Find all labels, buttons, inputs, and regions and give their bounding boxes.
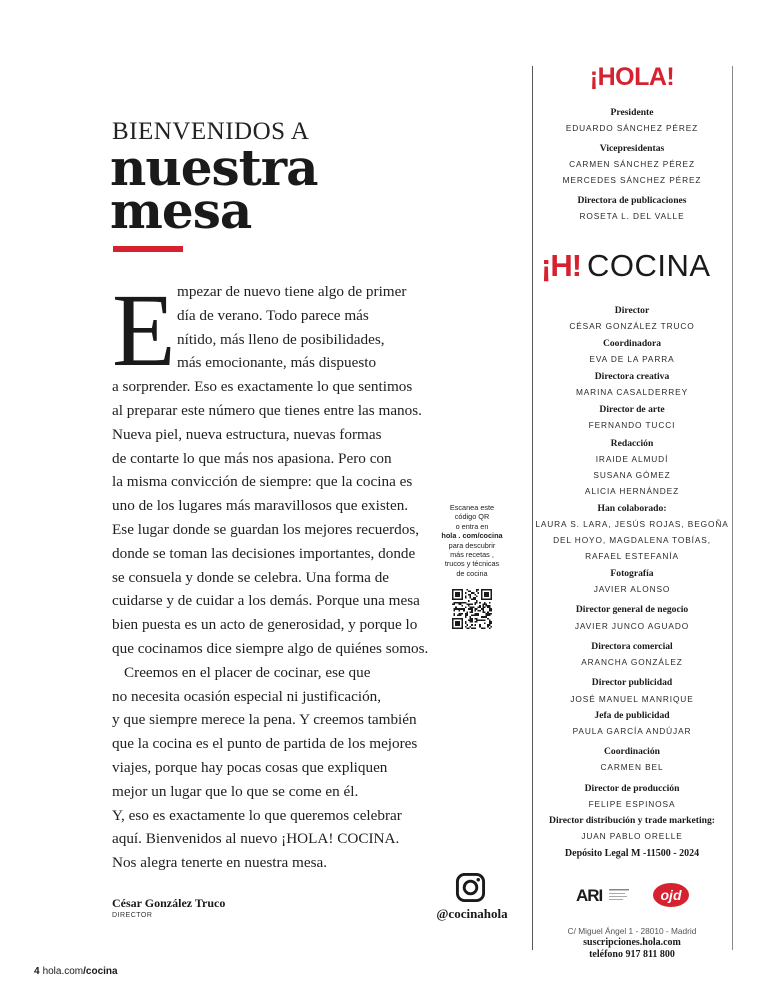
masthead-role: Directora de publicaciones [577, 195, 687, 206]
masthead-name: CARMEN BEL [600, 762, 664, 772]
hola-logo: ¡HOLA! [589, 63, 675, 91]
headline [110, 138, 318, 240]
body-text-line: la misma convicción de siempre: que la cocina es [112, 473, 413, 491]
masthead-name: FERNANDO TUCCI [588, 420, 676, 430]
body-text-line: donde se toman las decisiones importantes, donde [112, 544, 416, 562]
body-text-line: Creemos en el placer de cocinar, ese que [124, 663, 371, 681]
qr-text-line: más recetas , [450, 550, 494, 560]
folio-site[interactable]: hola.com [42, 966, 84, 977]
body-text-line: no necesita ocasión especial ni justificación, [112, 687, 382, 705]
qr-text-line: código QR [454, 512, 490, 522]
masthead-role: Director publicidad [591, 677, 673, 688]
masthead-name: MERCEDES SÁNCHEZ PÉREZ [562, 175, 702, 185]
masthead-name: CARMEN SÁNCHEZ PÉREZ [569, 159, 695, 169]
legal-deposit: Depósito Legal M -11500 - 2024 [564, 848, 700, 859]
qr-text-line: trucos y técnicas [444, 559, 500, 569]
masthead-name: LAURA S. LARA, JESÚS ROJAS, BEGOÑA [535, 519, 729, 529]
masthead-role: Director general de negocio [575, 604, 689, 615]
masthead-role: Redacción [610, 438, 654, 449]
body-text-line: Y, eso es exactamente lo que queremos celebrar [112, 806, 402, 824]
masthead-role: Jefa de publicidad [594, 710, 670, 721]
masthead-role: Director de producción [584, 783, 680, 794]
masthead-name: MARINA CASALDERREY [575, 387, 689, 397]
headline-line-2: mesa [110, 181, 252, 240]
body-text-line: cuidarse y de cuidar a los demás. Porque una mesa [112, 592, 420, 610]
body-text-line: viajes, porque hay pocas cosas que expliquen [112, 759, 388, 776]
masthead-role: Directora creativa [594, 371, 670, 382]
body-text-line: al preparar este número que tienes entre las manos. [112, 402, 422, 419]
hola-cocina-logo [541, 248, 731, 284]
ari-logo-text: ARI [576, 886, 603, 905]
body-text-line: y que siempre merece la pena. Y creemos también [112, 711, 417, 729]
body-text-line: mpezar de nuevo tiene algo de primer [177, 283, 407, 300]
masthead-name: ALICIA HERNÁNDEZ [584, 486, 680, 496]
masthead-name: JAVIER JUNCO AGUADO [574, 621, 690, 631]
qr-text-line: o entra en [455, 521, 489, 531]
masthead-name: RAFAEL ESTEFANÍA [585, 551, 679, 561]
body-text-line: que la cocina es el punto de partida de los mejores [112, 735, 418, 753]
red-rule-divider [113, 246, 183, 252]
masthead-name: DEL HOYO, MAGDALENA TOBÍAS, [553, 535, 711, 545]
masthead-role: Han colaborado: [597, 503, 667, 514]
masthead-name: FELIPE ESPINOSA [588, 799, 676, 809]
qr-text-line: para descubrir [448, 540, 496, 550]
subscriptions-link[interactable]: suscripciones.hola.com [583, 937, 681, 948]
body-text-line: Nueva piel, nueva estructura, nuevas formas [112, 425, 382, 443]
body-text-line: mejor un lugar que lo que se come en él. [112, 782, 359, 800]
masthead-name: ROSETA L. DEL VALLE [579, 211, 685, 221]
body-text-line: más emocionante, más dispuesto [177, 354, 377, 372]
masthead-role: Presidente [610, 107, 654, 118]
body-text-line: se consuela y donde se celebra. Una forma de [112, 568, 390, 586]
qr-code-icon[interactable] [452, 589, 492, 629]
folio-section[interactable]: /cocina [83, 966, 118, 977]
instagram-handle[interactable]: @cocinahola [436, 906, 508, 921]
signature-name: César González Truco [112, 896, 226, 910]
masthead-name: EDUARDO SÁNCHEZ PÉREZ [565, 123, 699, 133]
masthead-role: Directora comercial [591, 641, 673, 652]
instagram-icon[interactable] [455, 872, 486, 903]
masthead-name: CÉSAR GONZÁLEZ TRUCO [569, 321, 695, 331]
masthead-name: PAULA GARCÍA ANDÚJAR [572, 726, 692, 736]
signature-role: DIRECTOR [112, 912, 153, 919]
ojd-logo [652, 882, 690, 908]
masthead-role: Director [614, 305, 650, 316]
phone-number: teléfono 917 811 800 [589, 949, 675, 960]
kicker: BIENVENIDOS A [112, 118, 310, 145]
body-text-line: Nos alegra tenerte en nuestra mesa. [112, 854, 328, 872]
cocina-logo-mark: ¡H! [541, 248, 582, 283]
masthead-name: ARANCHA GONZÁLEZ [581, 657, 683, 667]
page-folio [34, 966, 118, 977]
address: C/ Miguel Ángel 1 - 28010 - Madrid [567, 926, 697, 936]
headline-line-1: nuestra [110, 138, 318, 197]
masthead-name: EVA DE LA PARRA [589, 354, 675, 364]
body-text-line: de contarte lo que más nos apasiona. Pero con [112, 449, 392, 467]
masthead-name: IRAIDE ALMUDÍ [595, 454, 669, 464]
body-text-line: bien puesta es un acto de generosidad, y porque lo [112, 616, 418, 634]
masthead-role: Director distribución y trade marketing: [549, 815, 715, 826]
body-text-line: uno de los lugares más maravillosos que existen. [112, 497, 409, 515]
body-text-line: nítido, más lleno de posibilidades, [177, 330, 385, 348]
ojd-logo-text: ojd [660, 887, 682, 903]
masthead-name: JUAN PABLO ORELLE [581, 831, 683, 841]
column-divider-right [732, 66, 733, 950]
masthead-name: SUSANA GÓMEZ [593, 470, 671, 480]
qr-text-line: Escanea este [449, 503, 495, 512]
masthead-role: Fotografía [610, 568, 654, 579]
masthead-role: Coordinadora [602, 338, 662, 349]
drop-cap: E [112, 273, 176, 388]
page-number: 4 [34, 966, 40, 977]
body-text-line: Ese lugar donde se guardan los mejores recuerdos, [112, 521, 420, 538]
masthead-role: Coordinación [604, 746, 660, 757]
qr-text-line: de cocina [456, 568, 488, 578]
ari-logo [576, 884, 630, 906]
qr-link[interactable]: hola . com/cocina [441, 531, 503, 541]
masthead-name: JOSÉ MANUEL MANRIQUE [570, 694, 694, 704]
body-text-line: día de verano. Todo parece más [177, 306, 369, 324]
masthead-role: Vicepresidentas [599, 143, 665, 154]
masthead-name: JAVIER ALONSO [593, 584, 671, 594]
cocina-logo-word: COCINA [587, 248, 711, 283]
column-divider [532, 66, 533, 950]
masthead-role: Director de arte [599, 404, 665, 415]
body-text-line: a sorprender. Eso es exactamente lo que sentimos [112, 378, 413, 396]
body-text-line: aquí. Bienvenidos al nuevo ¡HOLA! COCINA. [112, 830, 400, 848]
qr-instructions [432, 503, 512, 578]
body-text-line: que cocinamos dice siempre algo de quiénes somos. [112, 640, 429, 657]
